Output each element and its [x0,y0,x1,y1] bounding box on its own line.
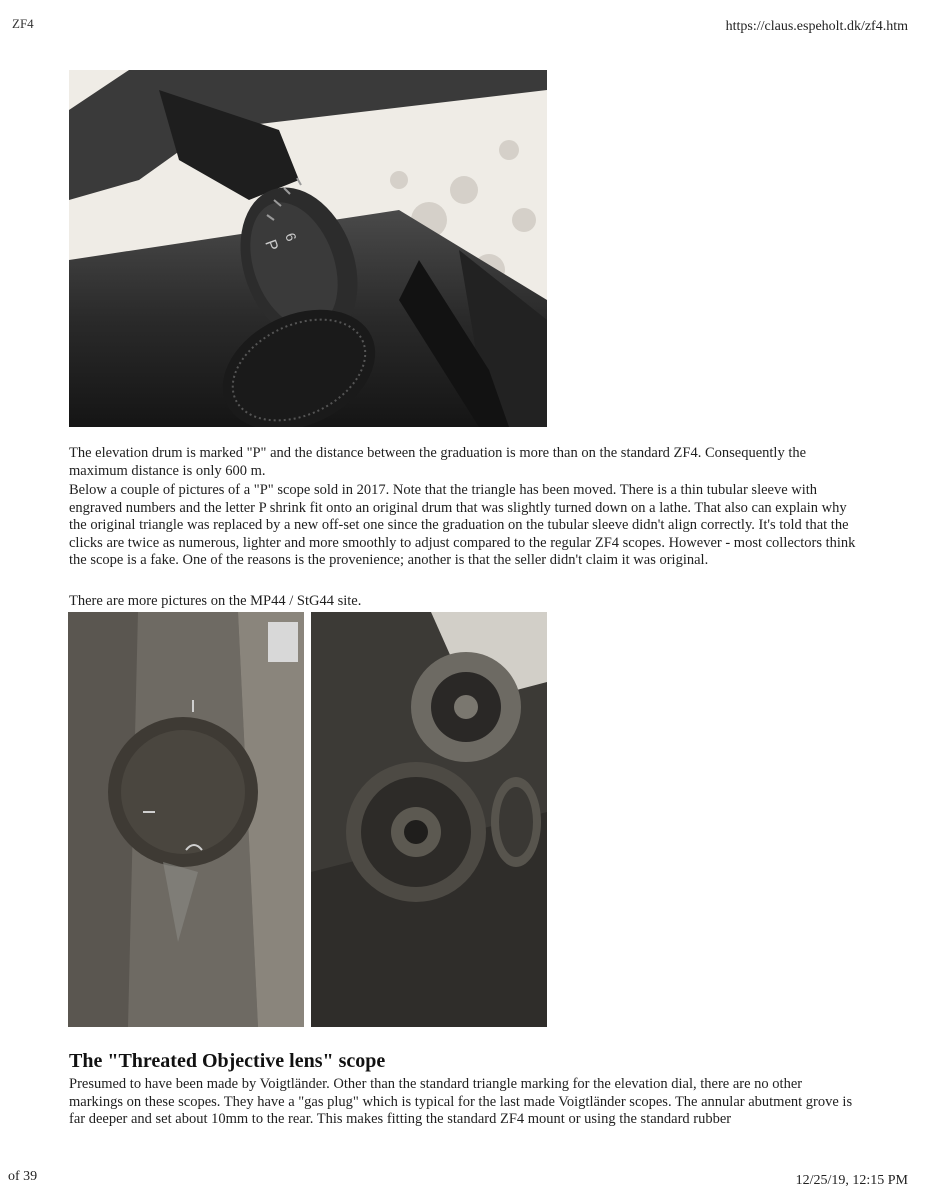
page-header-url: https://claus.espeholt.dk/zf4.htm [725,19,908,34]
drum-letter-marking: P [261,237,281,254]
p-scope-drum-top-photo [68,612,304,1027]
paragraph-more-pictures: There are more pictures on the MP44 / StG44 site. [69,593,362,609]
page-footer-page-count: of 39 [8,1169,38,1184]
paragraph-p-scope-2017: Below a couple of pictures of a "P" scope sold in 2017. Note that the triangle has been moved. There is a thin tubular sleeve with engraved numbers and the letter P shrink fit onto an original drum that was slightly turned down on a lathe. That also can explain why the original triangle was replaced by a new off-set one since the graduation on the tubular sleeve didn't align correctly. It's told that the clicks are twice as numerous, lighter and more smoothly to adjust compared to the regular ZF4 scopes. However - most collectors think the scope is a fake. One of the reasons is the provenience; another is that the seller didn't claim it was original. [69,482,856,568]
drum-number-marking: 6 [282,230,300,244]
page-header-title: ZF4 [12,16,34,31]
p-scope-disassembled-drum-photo [311,612,547,1027]
page-footer-datetime: 12/25/19, 12:15 PM [795,1173,908,1188]
scope-elevation-drum-photo [69,70,547,427]
paragraph-elevation-drum: The elevation drum is marked "P" and the distance between the graduation is more than on the standard ZF4. Consequently the maximum distance is only 600 m. [69,445,807,479]
section-heading-threated-objective: The "Threated Objective lens" scope [69,1050,386,1072]
paragraph-voigtlander: Presumed to have been made by Voigtländer. Other than the standard triangle marking for the elevation dial, there are no other markings on these scopes. They have a "gas plug" which is typical for the last made Voigtländer scopes. The annular abutment grove is far deeper and set about 10mm to the rear. This makes fitting the standard ZF4 mount or using the standard rubber [69,1076,853,1127]
